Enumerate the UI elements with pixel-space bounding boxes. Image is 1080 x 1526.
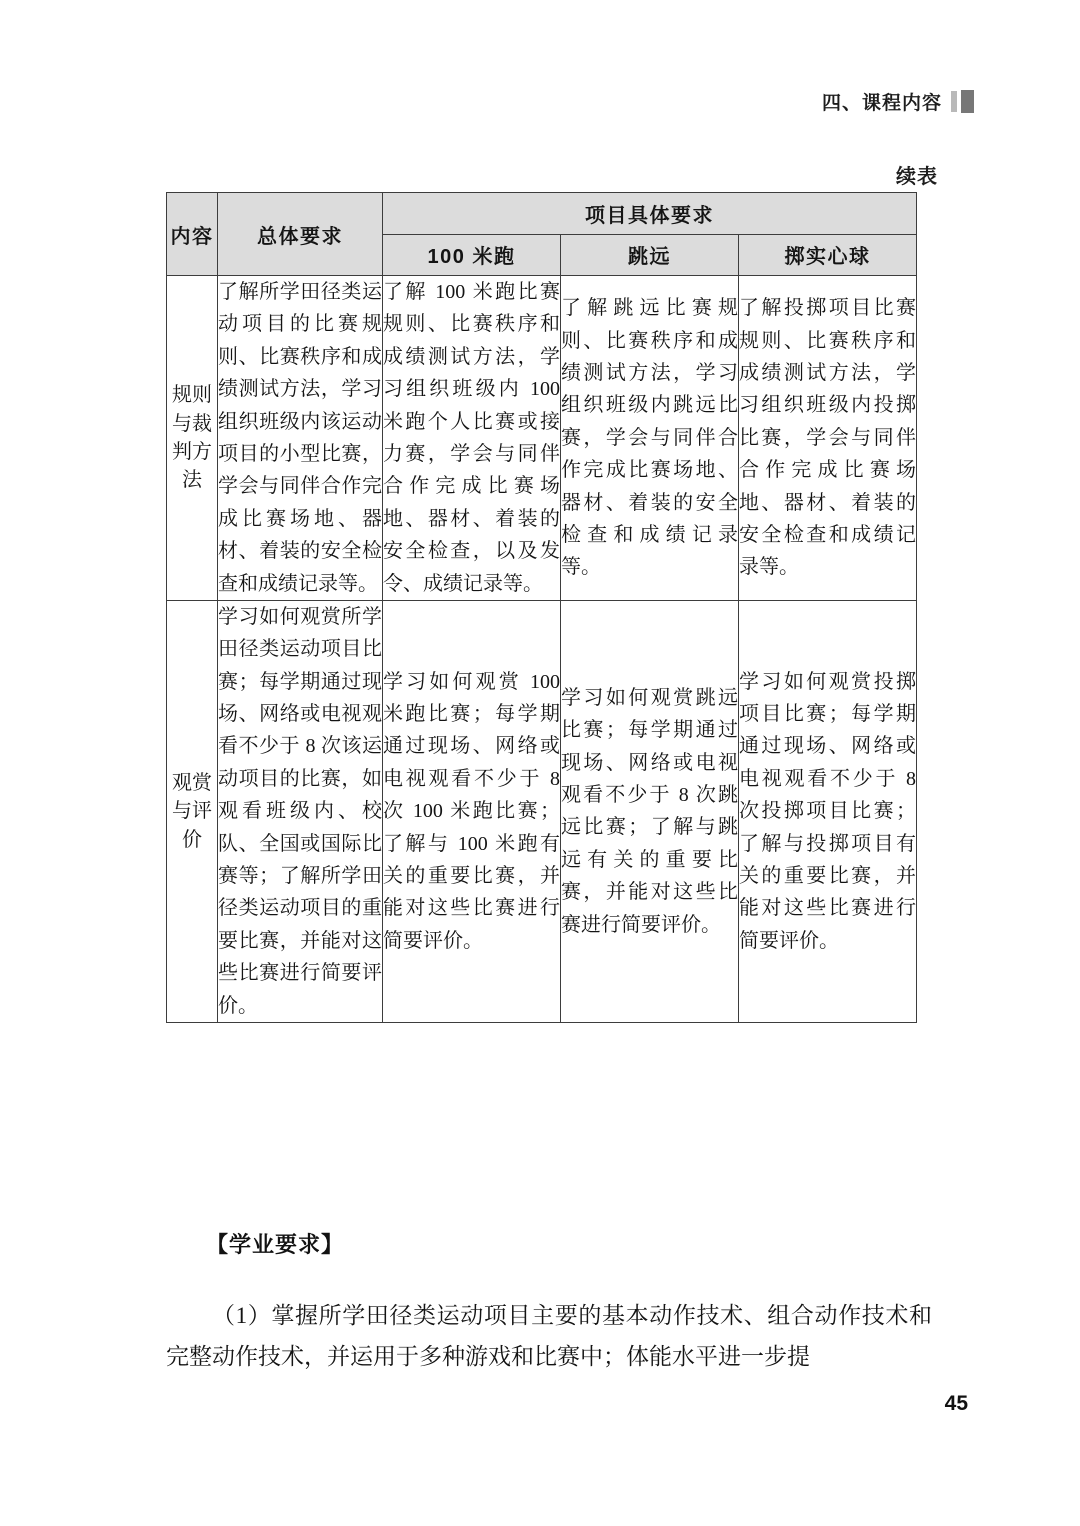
cell-text: 了解所学田径类运动项目的比赛规则、比赛秩序和成绩测试方法，学习组织班级内该运动项目的小型比赛，学会与同伴合作完成比赛场地、器材、着装的安全检查和成绩记录等。 (218, 281, 382, 595)
cell-text: 了解 100 米跑比赛规则、比赛秩序和成绩测试方法，学习组织班级内 100 米跑个人比赛或接力赛，学会与同伴合作完成比赛场地、器材、着装的安全检查，以及发令、成绩记录等。 (383, 281, 560, 595)
header-item-group: 项目具体要求 (383, 193, 917, 235)
header-item-100m: 100 米跑 (383, 234, 561, 276)
cell-text: 了解投掷项目比赛规则、比赛秩序和成绩测试方法，学习组织班级内投掷比赛，学会与同伴合作完成比赛场地、器材、着装的安全检查和成绩记录等。 (739, 297, 917, 579)
table-body (167, 276, 917, 1023)
cell-overall-appreciation (218, 600, 383, 1022)
cell-shotput-rules (739, 276, 917, 601)
table-row (167, 276, 917, 601)
cell-overall-rules (218, 276, 383, 601)
cell-text: 学习如何观赏投掷项目比赛；每学期通过现场、网络或电视观看不少于 8 次投掷项目比赛；了解与投掷项目有关的重要比赛，并能对这些比赛进行简要评价。 (739, 670, 917, 952)
table-continued-caption: 续表 (896, 166, 938, 188)
cell-shotput-appreciation (739, 600, 917, 1022)
bar-thin-icon (951, 91, 957, 112)
running-head (822, 88, 974, 115)
row-topic-label: 观赏与评价 (172, 771, 212, 851)
row-topic-label: 规则与裁判方法 (172, 384, 212, 492)
cell-longjump-rules (561, 276, 739, 601)
running-head-title: 四、课程内容 (821, 93, 942, 114)
cell-text: 学习如何观赏所学田径类运动项目比赛；每学期通过现场、网络或电视观看不少于 8 次该运动项目的比赛，如观看班级内、校队、全国或国际比赛等；了解所学田径类运动项目的重要比赛，并能对这些比赛进行简要评价。 (218, 605, 382, 1017)
cell-text: 学习如何观赏跳远比赛；每学期通过现场、网络或电视观看不少于 8 次跳远比赛；了解与跳远有关的重要比赛，并能对这些比赛进行简要评价。 (561, 686, 738, 936)
cell-text: 学习如何观赏 100 米跑比赛；每学期通过现场、网络或电视观看不少于 8 次 100 米跑比赛；了解与 100 米跑有关的重要比赛，并能对这些比赛进行简要评价。 (383, 670, 560, 952)
running-head-decoration (951, 90, 974, 113)
requirements-table-wrapper (166, 192, 916, 1023)
header-item-shotput: 掷实心球 (739, 234, 917, 276)
cell-100m-appreciation (383, 600, 561, 1022)
page-number: 45 (944, 1392, 968, 1415)
table-head (167, 193, 917, 276)
table-row (167, 600, 917, 1022)
header-overall: 总体要求 (218, 193, 383, 276)
bar-thick-icon (961, 90, 974, 113)
row-topic-appreciation (167, 600, 218, 1022)
header-topic: 内容 (167, 193, 218, 276)
row-topic-rules (167, 276, 218, 601)
cell-100m-rules (383, 276, 561, 601)
cell-text: 了解跳远比赛规则、比赛秩序和成绩测试方法，学习组织班级内跳远比赛，学会与同伴合作完成比赛场地、器材、着装的安全检查和成绩记录等。 (561, 297, 738, 579)
cell-longjump-appreciation (561, 600, 739, 1022)
header-item-longjump: 跳远 (561, 234, 739, 276)
section-heading-academic-requirements: 【学业要求】 (206, 1232, 345, 1257)
section-paragraph-1: （1）掌握所学田径类运动项目主要的基本动作技术、组合动作技术和完整动作技术，并运用于多种游戏和比赛中；体能水平进一步提 (166, 1303, 932, 1369)
requirements-table (166, 192, 917, 1023)
table-head-row-1 (167, 193, 917, 235)
